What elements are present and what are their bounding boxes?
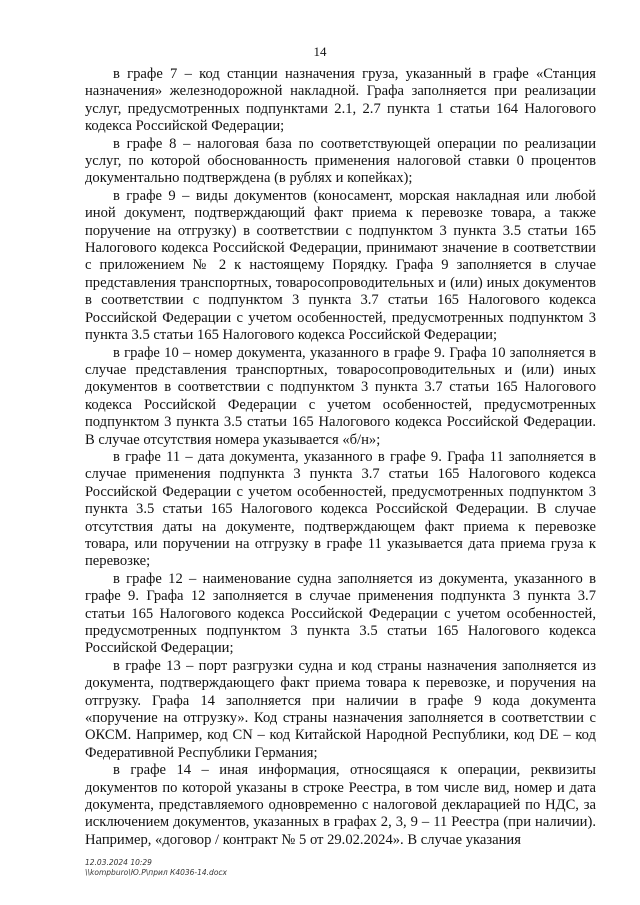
paragraph-column-13: в графе 13 – порт разгрузки судна и код страны назначения заполняется из документа, подтверждающего факт приема товара к перевозке, и поручения на отгрузку. Графа 14 заполняется при наличии в графе 9 кода документа «поручение на отгрузку». Код страны назначения заполняется в соответствии с ОКСМ. Например, код CN – код Китайской Народной Республики, код DE – код Федеративной Республики Германия; xyxy=(85,657,596,761)
paragraph-column-7: в графе 7 – код станции назначения груза, указанный в графе «Станция назначения» железнодорожной накладной. Графа заполняется при реализации услуг, предусмотренных подпунктами 2.1, 2.7 пункта 1 статьи 164 Налогового кодекса Российской Федерации; xyxy=(85,66,596,135)
page-number: 14 xyxy=(313,44,327,59)
paragraph-column-14: в графе 14 – иная информация, относящаяся к операции, реквизиты документов по которой указаны в строке Реестра, в том числе вид, номер и дата документа, представляемого одновременно с налоговой декларацией по НДС, за исключением документов, указанных в графах 2, 3, 9 – 11 Реестра (при наличии). Например, «договор / контракт № 5 от 29.02.2024». В случае указания xyxy=(85,762,596,848)
paragraph-column-8: в графе 8 – налоговая база по соответствующей операции по реализации услуг, по которой обоснованность применения налоговой ставки 0 процентов документально подтверждена (в рублях и копейках); xyxy=(85,135,596,187)
file-footer xyxy=(85,858,227,878)
paragraph-column-9: в графе 9 – виды документов (коносамент, морская накладная или любой иной документ, подтверждающий факт приема к перевозке товара, а также поручение на отгрузку) в соответствии с подпунктом 3 пункта 3.5 статьи 165 Налогового кодекса Российской Федерации, принимают значение в соответствии с приложением № 2 к настоящему Порядку. Графа 9 заполняется в случае представления транспортных, товаросопроводительных и (или) иных документов в соответствии с подпунктом 3 пункта 3.7 статьи 165 Налогового кодекса Российской Федерации с учетом особенностей, предусмотренных подпунктом 3 пункта 3.5 статьи 165 Налогового кодекса Российской Федерации; xyxy=(85,187,596,344)
paragraph-column-12: в графе 12 – наименование судна заполняется из документа, указанного в графе 9. Графа 12 заполняется в случае применения подпункта 3 пункта 3.7 статьи 165 Налогового кодекса Российской Федерации с учетом особенностей, предусмотренных подпунктом 3 пункта 3.5 статьи 165 Налогового кодекса Российской Федерации; xyxy=(85,570,596,657)
footer-file-path: \\kompburo\Ю.Р\прил К4036-14.docx xyxy=(85,868,227,877)
document-body xyxy=(85,66,596,849)
footer-timestamp: 12.03.2024 10:29 xyxy=(85,858,152,867)
paragraph-column-10: в графе 10 – номер документа, указанного в графе 9. Графа 10 заполняется в случае представления транспортных, товаросопроводительных и (или) иных документов в соответствии с подпунктом 3 пункта 3.7 статьи 165 Налогового кодекса Российской Федерации с учетом особенностей, предусмотренных подпунктом 3 пункта 3.5 статьи 165 Налогового кодекса Российской Федерации. В случае отсутствия номера указывается «б/н»; xyxy=(85,344,596,448)
paragraph-column-11: в графе 11 – дата документа, указанного в графе 9. Графа 11 заполняется в случае применения подпункта 3 пункта 3.7 статьи 165 Налогового кодекса Российской Федерации с учетом особенностей, предусмотренных подпунктом 3 пункта 3.5 статьи 165 Налогового кодекса Российской Федерации. В случае отсутствия даты на документе, подтверждающем факт приема к перевозке товара, или поручении на отгрузку в графе 11 указывается дата приема груза к перевозке; xyxy=(85,448,596,570)
